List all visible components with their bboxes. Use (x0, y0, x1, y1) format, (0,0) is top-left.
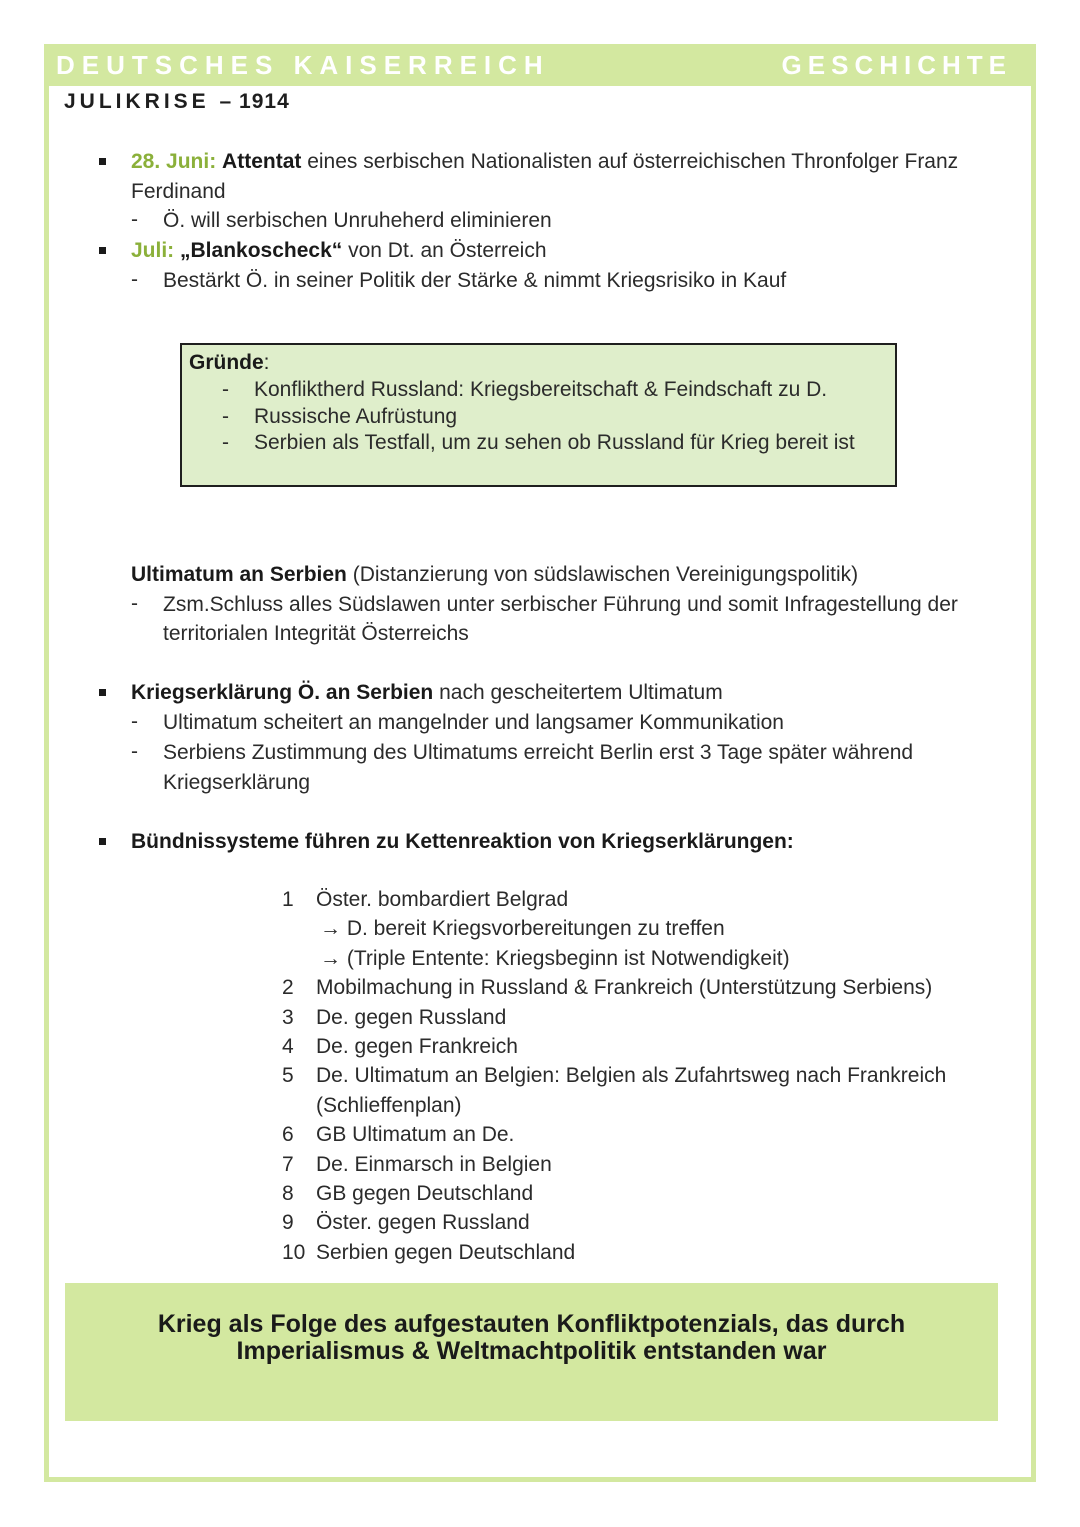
step-number: 7 (282, 1152, 294, 1176)
bullet-marker (99, 838, 106, 845)
bullet-text: eines serbischen Nationalisten auf österreichischen Thronfolger Franz (301, 150, 959, 173)
bullet-blankoscheck (131, 236, 547, 266)
sub-point-continuation: territorialen Integrität Österreichs (163, 622, 469, 645)
bullet-attentat (131, 147, 958, 177)
sub-point-continuation: Kriegserklärung (163, 771, 311, 794)
page-title-year: – 1914 (219, 90, 290, 113)
conclusion-text: Krieg als Folge des aufgestauten Konfliktpotenzials, das durch Imperialismus & Weltmachtpolitik entstanden war (157, 1310, 906, 1365)
header-topic: DEUTSCHES KAISERREICH (56, 50, 550, 80)
step-text: De. Ultimatum an Belgien: Belgien als Zufahrtsweg nach Frankreich (316, 1064, 947, 1088)
reason-item: - Serbien als Testfall, um zu sehen ob Russland für Krieg bereit ist (222, 431, 855, 454)
dash-marker: - (131, 740, 138, 763)
step-number: 4 (282, 1034, 294, 1058)
step-number: 3 (282, 1005, 294, 1029)
bullet-marker (99, 158, 106, 165)
bullet-text: von Dt. an Österreich (342, 239, 547, 262)
reasons-box (180, 343, 897, 487)
step-text: De. gegen Russland (316, 1005, 507, 1029)
date-label: 28. Juni: (131, 150, 217, 173)
step-text: Öster. gegen Russland (316, 1211, 530, 1235)
bullet-declaration: Kriegserklärung Ö. an Serbien nach gescheitertem Ultimatum (131, 681, 723, 704)
step-text: GB Ultimatum an De. (316, 1123, 515, 1147)
bullet-marker (99, 247, 106, 254)
step-text: Serbien gegen Deutschland (316, 1240, 576, 1264)
page-title-main: JULIKRISE (64, 90, 210, 113)
step-number: 10 (282, 1240, 306, 1264)
step-text: Mobilmachung in Russland & Frankreich (Unterstützung Serbiens) (316, 976, 933, 1000)
bullet-marker (99, 689, 106, 696)
date-label: Juli: (131, 239, 175, 262)
sub-point: Zsm.Schluss alles Südslawen unter serbischer Führung und somit Infragestellung der (163, 593, 958, 616)
sub-point: Bestärkt Ö. in seiner Politik der Stärke & nimmt Kriegsrisiko in Kauf (163, 269, 787, 292)
step-text: Öster. bombardiert Belgrad (316, 888, 569, 911)
conclusion-box (65, 1283, 998, 1421)
step-number: 1 (282, 888, 294, 911)
step-text: (Schlieffenplan) (316, 1093, 462, 1117)
dash-marker: - (131, 208, 138, 231)
step-text: De. Einmarsch in Belgien (316, 1152, 552, 1176)
sub-point: Ö. will serbischen Unruheherd eliminieren (163, 209, 552, 232)
step-number: 8 (282, 1181, 294, 1205)
sub-point: Serbiens Zustimmung des Ultimatums erreicht Berlin erst 3 Tage später während (163, 741, 914, 764)
bold-term: Attentat (222, 150, 302, 173)
step-number: 9 (282, 1211, 294, 1235)
page-title (64, 90, 290, 114)
step-text: → (Triple Entente: Kriegsbeginn ist Notwendigkeit) (320, 946, 790, 970)
header-subject: GESCHICHTE (781, 50, 1012, 80)
reason-item: - Konfliktherd Russland: Kriegsbereitschaft & Feindschaft zu D. (222, 378, 828, 401)
alliances-heading: Bündnissysteme führen zu Kettenreaktion von Kriegserklärungen: (131, 830, 794, 853)
reason-item: - Russische Aufrüstung (222, 405, 458, 428)
bold-term: „Blankoscheck“ (180, 239, 343, 262)
step-number: 5 (282, 1064, 294, 1088)
step-number: 6 (282, 1123, 294, 1147)
step-number: 2 (282, 976, 294, 1000)
header-bar (44, 44, 1036, 86)
dash-marker: - (131, 710, 138, 733)
step-text: GB gegen Deutschland (316, 1181, 534, 1205)
ultimatum-heading: Ultimatum an Serbien (Distanzierung von südslawischen Vereinigungspolitik) (131, 563, 859, 586)
dash-marker: - (131, 592, 138, 615)
bullet-continuation: Ferdinand (131, 180, 226, 203)
dash-marker: - (131, 268, 138, 291)
sub-point: Ultimatum scheitert an mangelnder und langsamer Kommunikation (163, 711, 784, 734)
step-text: → D. bereit Kriegsvorbereitungen zu treffen (320, 917, 725, 941)
reasons-title: Gründe: (189, 351, 270, 374)
step-text: De. gegen Frankreich (316, 1034, 518, 1058)
